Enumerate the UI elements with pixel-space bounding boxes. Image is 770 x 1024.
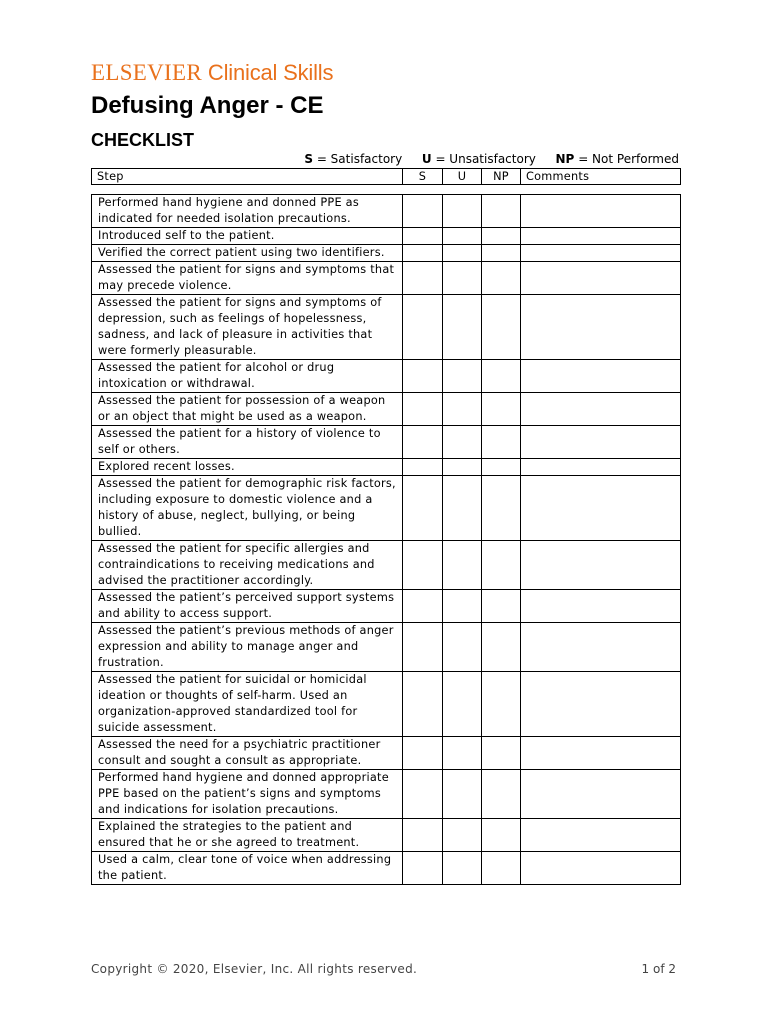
u-cell[interactable]: [443, 360, 482, 393]
np-cell[interactable]: [482, 623, 521, 672]
s-cell[interactable]: [403, 228, 443, 245]
table-row: [92, 541, 681, 590]
s-cell[interactable]: [403, 295, 443, 360]
comments-cell[interactable]: [521, 672, 681, 737]
comments-cell[interactable]: [521, 476, 681, 541]
s-cell[interactable]: [403, 819, 443, 852]
table-row: [92, 262, 681, 295]
np-cell[interactable]: [482, 262, 521, 295]
comments-cell[interactable]: [521, 459, 681, 476]
step-text: Assessed the patient for signs and symptoms of depression, such as feelings of hopelessness, sadness, and lack of pleasure in activities that were formerly pleasurable.: [92, 295, 403, 360]
comments-cell[interactable]: [521, 360, 681, 393]
table-row: [92, 737, 681, 770]
table-row: [92, 476, 681, 541]
np-cell[interactable]: [482, 770, 521, 819]
comments-cell[interactable]: [521, 852, 681, 885]
comments-cell[interactable]: [521, 819, 681, 852]
s-cell[interactable]: [403, 360, 443, 393]
np-cell[interactable]: [482, 360, 521, 393]
legend-np-text: = Not Performed: [578, 152, 679, 166]
section-heading: CHECKLIST: [91, 130, 194, 150]
column-header-s: S: [403, 169, 443, 185]
step-text: Explained the strategies to the patient and ensured that he or she agreed to treatment.: [92, 819, 403, 852]
u-cell[interactable]: [443, 590, 482, 623]
comments-cell[interactable]: [521, 541, 681, 590]
checklist-table: [91, 194, 681, 885]
table-row: [92, 295, 681, 360]
step-text: Verified the correct patient using two identifiers.: [92, 245, 403, 262]
u-cell[interactable]: [443, 672, 482, 737]
table-row: [92, 819, 681, 852]
np-cell[interactable]: [482, 295, 521, 360]
np-cell[interactable]: [482, 852, 521, 885]
u-cell[interactable]: [443, 459, 482, 476]
np-cell[interactable]: [482, 393, 521, 426]
u-cell[interactable]: [443, 737, 482, 770]
np-cell[interactable]: [482, 426, 521, 459]
step-text: Performed hand hygiene and donned PPE as indicated for needed isolation precautions.: [92, 195, 403, 228]
np-cell[interactable]: [482, 541, 521, 590]
np-cell[interactable]: [482, 672, 521, 737]
u-cell[interactable]: [443, 541, 482, 590]
s-cell[interactable]: [403, 262, 443, 295]
np-cell[interactable]: [482, 819, 521, 852]
s-cell[interactable]: [403, 852, 443, 885]
u-cell[interactable]: [443, 228, 482, 245]
step-text: Assessed the patient for alcohol or drug intoxication or withdrawal.: [92, 360, 403, 393]
np-cell[interactable]: [482, 459, 521, 476]
s-cell[interactable]: [403, 590, 443, 623]
comments-cell[interactable]: [521, 770, 681, 819]
table-row: [92, 360, 681, 393]
table-row: [92, 590, 681, 623]
step-text: Assessed the patient for specific allergies and contraindications to receiving medications and advised the practitioner accordingly.: [92, 541, 403, 590]
step-text: Used a calm, clear tone of voice when addressing the patient.: [92, 852, 403, 885]
table-row: [92, 770, 681, 819]
comments-cell[interactable]: [521, 245, 681, 262]
step-text: Explored recent losses.: [92, 459, 403, 476]
legend-s-text: = Satisfactory: [316, 152, 403, 166]
column-header-np: NP: [482, 169, 521, 185]
step-text: Performed hand hygiene and donned appropriate PPE based on the patient’s signs and symptoms and indications for isolation precautions.: [92, 770, 403, 819]
s-cell[interactable]: [403, 623, 443, 672]
np-cell[interactable]: [482, 476, 521, 541]
u-cell[interactable]: [443, 295, 482, 360]
comments-cell[interactable]: [521, 426, 681, 459]
legend-s-key: S: [304, 152, 313, 166]
table-row: [92, 228, 681, 245]
np-cell[interactable]: [482, 590, 521, 623]
comments-cell[interactable]: [521, 737, 681, 770]
np-cell[interactable]: [482, 245, 521, 262]
s-cell[interactable]: [403, 426, 443, 459]
step-text: Assessed the patient for suicidal or homicidal ideation or thoughts of self-harm. Used an organization-approved standardized tool for suicide assessment.: [92, 672, 403, 737]
legend-np-key: NP: [555, 152, 575, 166]
step-text: Assessed the patient for possession of a weapon or an object that might be used as a weapon.: [92, 393, 403, 426]
comments-cell[interactable]: [521, 262, 681, 295]
comments-cell[interactable]: [521, 195, 681, 228]
checklist-header: [91, 168, 681, 185]
legend-u-key: U: [421, 152, 432, 166]
s-cell[interactable]: [403, 672, 443, 737]
u-cell[interactable]: [443, 262, 482, 295]
comments-cell[interactable]: [521, 623, 681, 672]
table-row: [92, 672, 681, 737]
np-cell[interactable]: [482, 737, 521, 770]
comments-cell[interactable]: [521, 590, 681, 623]
np-cell[interactable]: [482, 195, 521, 228]
s-cell[interactable]: [403, 737, 443, 770]
table-row: [92, 195, 681, 228]
table-row: [92, 623, 681, 672]
comments-cell[interactable]: [521, 393, 681, 426]
column-header-comments: Comments: [521, 169, 681, 185]
step-text: Assessed the patient’s perceived support systems and ability to access support.: [92, 590, 403, 623]
step-text: Introduced self to the patient.: [92, 228, 403, 245]
step-text: Assessed the patient for signs and symptoms that may precede violence.: [92, 262, 403, 295]
table-row: [92, 459, 681, 476]
step-text: Assessed the patient for a history of violence to self or others.: [92, 426, 403, 459]
u-cell[interactable]: [443, 770, 482, 819]
column-header-step: Step: [92, 169, 403, 185]
table-row: [92, 245, 681, 262]
table-row: [92, 852, 681, 885]
s-cell[interactable]: [403, 459, 443, 476]
table-row: [92, 426, 681, 459]
s-cell[interactable]: [403, 393, 443, 426]
u-cell[interactable]: [443, 195, 482, 228]
u-cell[interactable]: [443, 819, 482, 852]
u-cell[interactable]: [443, 852, 482, 885]
s-cell[interactable]: [403, 195, 443, 228]
u-cell[interactable]: [443, 426, 482, 459]
elsevier-logo: [91, 60, 333, 86]
comments-cell[interactable]: [521, 228, 681, 245]
legend-u-text: = Unsatisfactory: [435, 152, 536, 166]
s-cell[interactable]: [403, 770, 443, 819]
s-cell[interactable]: [403, 541, 443, 590]
u-cell[interactable]: [443, 393, 482, 426]
comments-cell[interactable]: [521, 295, 681, 360]
u-cell[interactable]: [443, 245, 482, 262]
s-cell[interactable]: [403, 245, 443, 262]
logo-product: Clinical Skills: [207, 60, 334, 85]
table-row: [92, 393, 681, 426]
s-cell[interactable]: [403, 476, 443, 541]
copyright-notice: Copyright © 2020, Elsevier, Inc. All rights reserved.: [91, 962, 418, 976]
step-text: Assessed the need for a psychiatric practitioner consult and sought a consult as appropriate.: [92, 737, 403, 770]
page-number: 1 of 2: [641, 962, 676, 976]
np-cell[interactable]: [482, 228, 521, 245]
rating-legend: [304, 152, 679, 166]
step-text: Assessed the patient for demographic risk factors, including exposure to domestic violence and a history of abuse, neglect, bullying, or being bullied.: [92, 476, 403, 541]
u-cell[interactable]: [443, 476, 482, 541]
column-header-u: U: [443, 169, 482, 185]
page-title: Defusing Anger - CE: [91, 92, 324, 119]
logo-brand: ELSEVIER: [91, 60, 202, 85]
step-text: Assessed the patient’s previous methods of anger expression and ability to manage anger and frustration.: [92, 623, 403, 672]
u-cell[interactable]: [443, 623, 482, 672]
